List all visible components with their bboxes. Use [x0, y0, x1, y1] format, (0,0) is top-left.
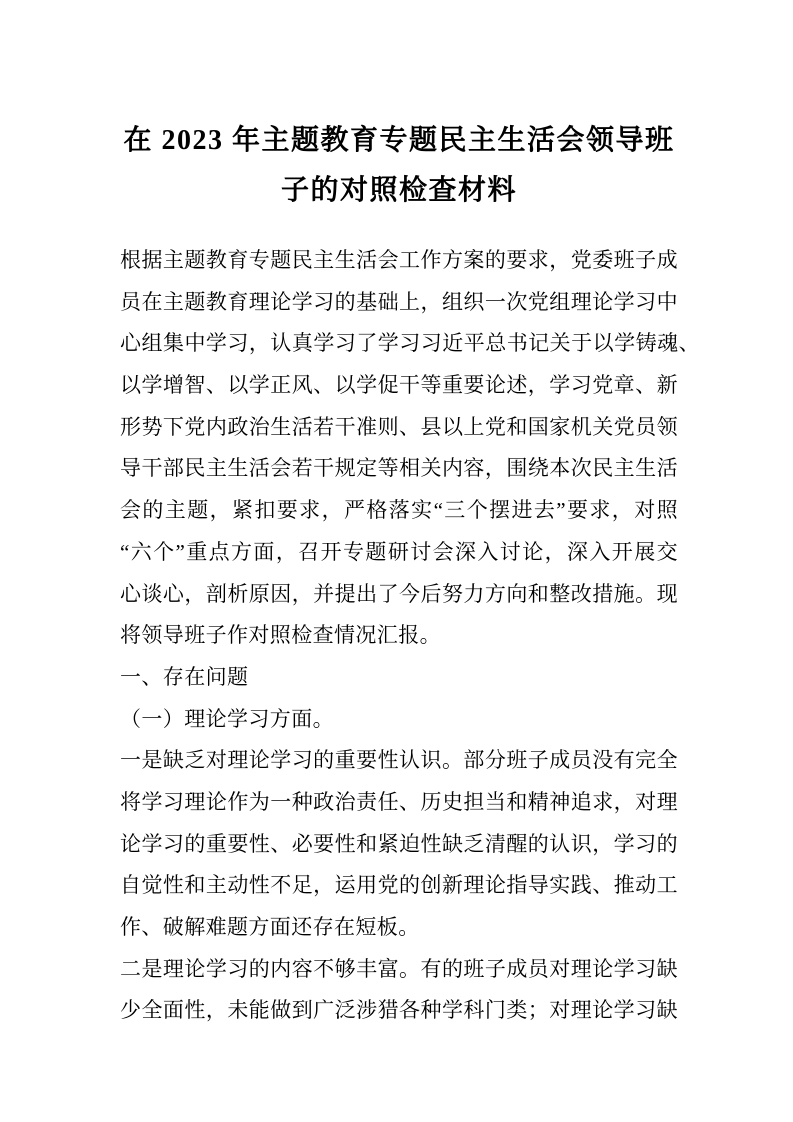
text-line: 以学增智、以学正风、以学促干等重要论述，学习党章、新: [120, 373, 678, 398]
text-line: 自觉性和主动性不足，运用党的创新理论指导实践、推动工: [120, 873, 678, 898]
text-line: 作、破解难题方面还存在短板。: [120, 915, 420, 939]
body-paragraph: [120, 740, 678, 948]
text-line: 员在主题教育理论学习的基础上，组织一次党组理论学习中: [120, 289, 678, 314]
title-line: 在 2023 年主题教育专题民主生活会领导班: [123, 125, 675, 156]
text-line: 一、存在问题: [120, 664, 249, 689]
text-line: 论学习的重要性、必要性和紧迫性缺乏清醒的认识，学习的: [120, 831, 678, 856]
text-line: 心组集中学习，认真学习了学习习近平总书记关于以学铸魂、: [120, 331, 700, 356]
text-line: 导干部民主生活会若干规定等相关内容，围绕本次民主生活: [120, 456, 678, 481]
body-paragraph: [120, 949, 678, 1032]
title-line: 子的对照检查材料: [280, 175, 517, 206]
text-line: 将领导班子作对照检查情况汇报。: [120, 623, 441, 648]
intro-paragraph: [120, 240, 700, 657]
section-heading: [120, 657, 678, 699]
text-line: 根据主题教育专题民主生活会工作方案的要求，党委班子成: [120, 248, 678, 272]
text-line: 会的主题，紧扣要求，严格落实“三个摆进去”要求，对照: [120, 498, 678, 523]
document-body: [120, 240, 700, 1032]
text-line: 一是缺乏对理论学习的重要性认识。部分班子成员没有完全: [120, 748, 678, 773]
text-line: “六个”重点方面，召开专题研讨会深入讨论，深入开展交: [120, 539, 678, 564]
text-line: 将学习理论作为一种政治责任、历史担当和精神追求，对理: [120, 789, 678, 814]
subsection-heading: [120, 699, 678, 741]
text-line: 心谈心，剖析原因，并提出了今后努力方向和整改措施。现: [120, 581, 678, 606]
text-line: 少全面性，未能做到广泛涉猎各种学科门类；对理论学习缺: [120, 998, 678, 1023]
text-line: （一）理论学习方面。: [120, 706, 334, 731]
text-line: 二是理论学习的内容不够丰富。有的班子成员对理论学习缺: [120, 956, 678, 981]
text-line: 形势下党内政治生活若干准则、县以上党和国家机关党员领: [120, 414, 678, 439]
document-title: [120, 116, 678, 216]
